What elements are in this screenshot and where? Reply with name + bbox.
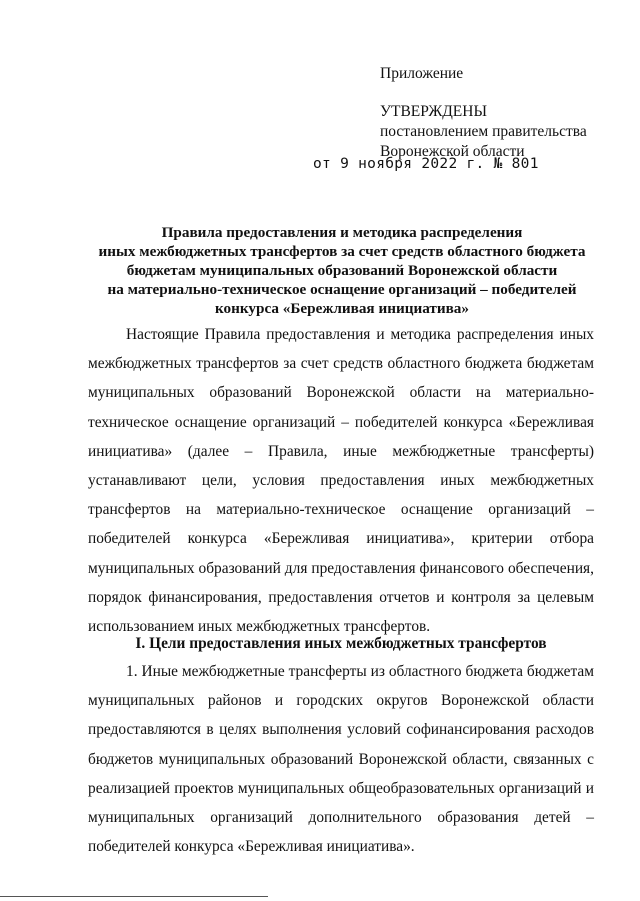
intro-paragraph: Настоящие Правила предоставления и методика распределения иных межбюджетных трансфертов за счет средств областного бюджета бюджетам муниципальных образований Воронежской области на материально-техническое оснащение организаций – победителей конкурса «Бережливая инициатива» (далее – Правила, иные межбюджетные трансферты) устанавливают цели, условия предоставления иных межбюджетных трансфертов на материально-техническое оснащение организаций – победителей конкурса «Бережливая инициатива», критерии отбора муниципальных образований для предоставления финансового обеспечения, порядок финансирования, предоставления отчетов и контроля за целевым использованием иных межбюджетных трансфертов. bbox=[88, 326, 594, 636]
footnote-divider bbox=[0, 896, 268, 897]
approval-spacer bbox=[380, 84, 587, 102]
approval-block bbox=[380, 64, 587, 162]
section-1-paragraph-1: 1. Иные межбюджетные трансферты из областного бюджета бюджетам муниципальных районов и городских округов Воронежской области предоставляются в целях выполнения условий софинансирования расходов бюджетов муниципальных образований Воронежской области, связанных с реализацией проектов муниципальных общеобразовательных организаций и муниципальных организаций дополнительного образования детей – победителей конкурса «Бережливая инициатива». bbox=[88, 663, 594, 856]
section-1-body bbox=[88, 657, 594, 861]
approved-by-line-2: Воронежской области bbox=[380, 143, 525, 160]
title-line-5: конкурса «Бережливая инициатива» bbox=[215, 300, 469, 317]
resolution-date-number: от 9 ноября 2022 г. № 801 bbox=[313, 156, 539, 172]
approved-label: УТВЕРЖДЕНЫ bbox=[380, 103, 487, 120]
title-line-2: иных межбюджетных трансфертов за счет средств областного бюджета bbox=[98, 243, 586, 260]
title-line-1: Правила предоставления и методика распределения bbox=[161, 224, 523, 241]
appendix-label: Приложение bbox=[380, 65, 464, 82]
intro-section bbox=[88, 320, 594, 641]
document-title bbox=[88, 223, 596, 318]
approved-by-line-1: постановлением правительства bbox=[380, 123, 587, 140]
section-1-heading: I. Цели предоставления иных межбюджетных трансфертов bbox=[135, 635, 547, 652]
title-line-3: бюджетам муниципальных образований Воронежской области bbox=[126, 262, 558, 279]
title-line-4: на материально-техническое оснащение организаций – победителей bbox=[107, 281, 577, 298]
